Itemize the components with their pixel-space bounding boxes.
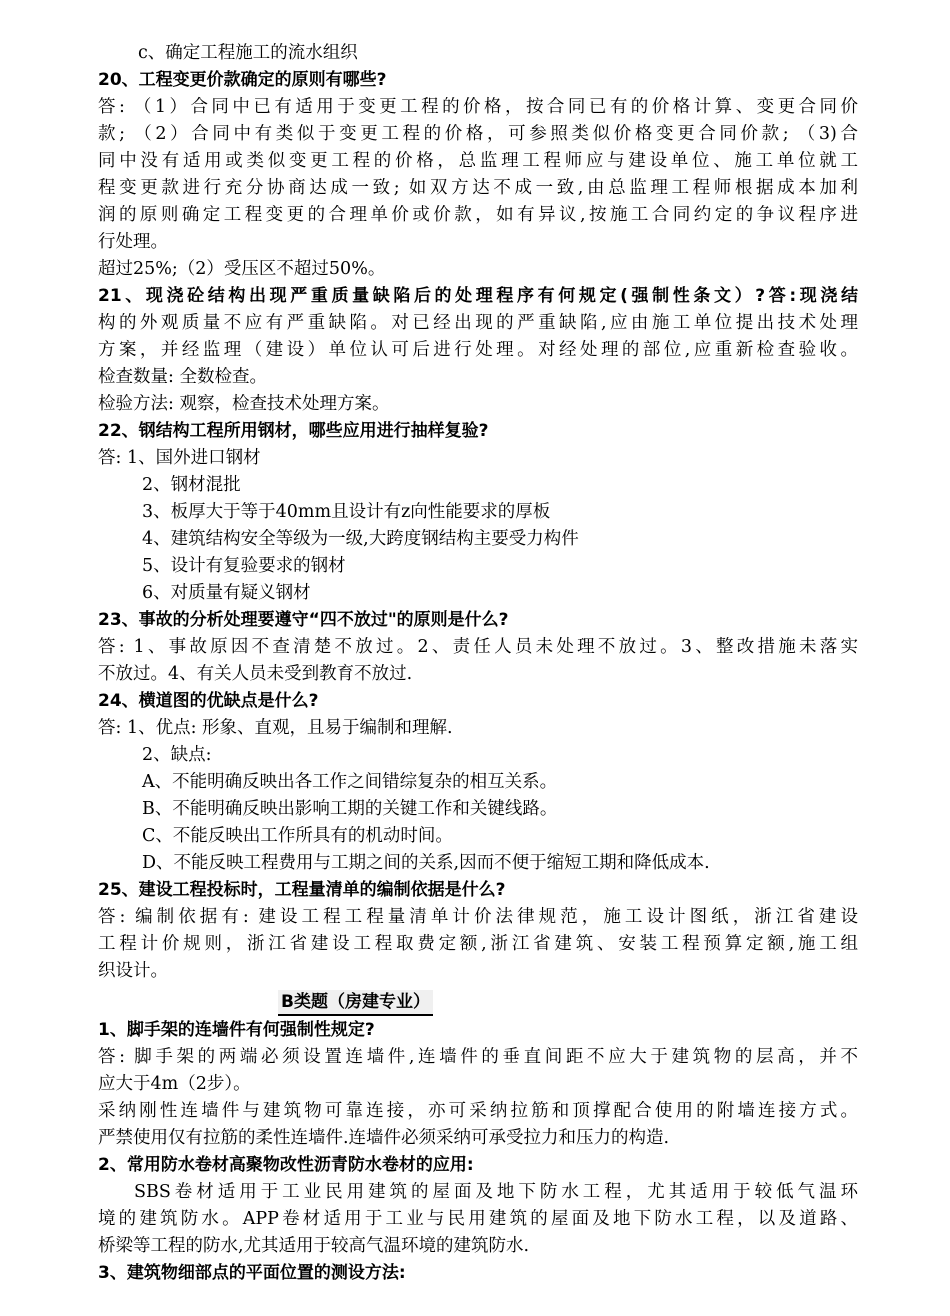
text-line: 3、板厚大于等于40mm且设计有z向性能要求的厚板 xyxy=(142,502,551,522)
question-heading: 2、常用防水卷材高聚物改性沥青防水卷材的应用: xyxy=(98,1155,474,1175)
section-title: B类题（房建专业） xyxy=(278,990,433,1016)
text-line: 款; （2）合同中有类似于变更工程的价格，可参照类似价格变更合同价款; （3)合 xyxy=(98,124,858,144)
question-heading: 25、建设工程投标时，工程量清单的编制依据是什么? xyxy=(98,880,506,900)
text-line: 2、钢材混批 xyxy=(142,475,241,495)
text-line: 答: 1、国外进口钢材 xyxy=(98,448,261,468)
text-line: 织设计。 xyxy=(98,961,168,981)
text-line: 构的外观质量不应有严重缺陷。对已经出现的严重缺陷,应由施工单位提出技术处理 xyxy=(98,313,858,333)
text-line: 答: 1、优点: 形象、直观，且易于编制和理解. xyxy=(98,718,453,738)
question-heading: 1、脚手架的连墙件有何强制性规定? xyxy=(98,1020,375,1040)
text-line: 答: 1、事故原因不查清楚不放过。2、责任人员未处理不放过。3、整改措施未落实 xyxy=(98,637,858,657)
text-line: D、不能反映工程费用与工期之间的关系,因而不便于缩短工期和降低成本. xyxy=(142,853,710,873)
text-line: 采纳刚性连墙件与建筑物可靠连接，亦可采纳拉筋和顶撑配合使用的附墙连接方式。 xyxy=(98,1101,858,1121)
text-line: 超过25%;（2）受压区不超过50%。 xyxy=(98,259,386,279)
text-line: 润的原则确定工程变更的合理单价或价款，如有异议,按施工合同约定的争议程序进 xyxy=(98,205,858,225)
text-line: 应大于4m（2步）。 xyxy=(98,1074,251,1094)
qa-section-a xyxy=(98,40,858,985)
text-line: 严禁使用仅有拉筋的柔性连墙件.连墙件必须采纳可承受拉力和压力的构造. xyxy=(98,1128,670,1148)
text-line: c、确定工程施工的流水组织 xyxy=(138,43,358,63)
text-line: 答: 脚手架的两端必须设置连墙件,连墙件的垂直间距不应大于建筑物的层高，并不 xyxy=(98,1047,858,1067)
text-line: 2、缺点: xyxy=(142,745,212,765)
text-line: 工程计价规则，浙江省建设工程取费定额,浙江省建筑、安装工程预算定额,施工组 xyxy=(98,934,858,954)
text-line: 不放过。4、有关人员未受到教育不放过. xyxy=(98,664,413,684)
text-line: 同中没有适用或类似变更工程的价格，总监理工程师应与建设单位、施工单位就工 xyxy=(98,151,858,171)
question-heading: 24、横道图的优缺点是什么? xyxy=(98,691,319,711)
text-line: 方案，并经监理（建设）单位认可后进行处理。对经处理的部位,应重新检查验收。 xyxy=(98,340,858,360)
text-line: 程变更款进行充分协商达成一致; 如双方达不成一致,由总监理工程师根据成本加利 xyxy=(98,178,858,198)
question-heading: 23、事故的分析处理要遵守“四不放过"的原则是什么? xyxy=(98,610,509,630)
text-line: C、不能反映出工作所具有的机动时间。 xyxy=(142,826,453,846)
text-line: B、不能明确反映出影响工期的关键工作和关键线路。 xyxy=(142,799,558,819)
text-line: 境的建筑防水。APP卷材适用于工业与民用建筑的屋面及地下防水工程，以及道路、 xyxy=(98,1209,858,1229)
question-heading: 3、建筑物细部点的平面位置的测设方法: xyxy=(98,1263,406,1283)
text-line: 检查数量: 全数检查。 xyxy=(98,367,267,387)
section-heading xyxy=(98,989,858,1016)
text-line: 6、对质量有疑义钢材 xyxy=(142,583,311,603)
question-heading: 22、钢结构工程所用钢材，哪些应用进行抽样复验? xyxy=(98,421,489,441)
text-line: 4、建筑结构安全等级为一级,大跨度钢结构主要受力构件 xyxy=(142,529,579,549)
text-line: 桥梁等工程的防水,尤其适用于较高气温环境的建筑防水. xyxy=(98,1236,530,1256)
text-line: A、不能明确反映出各工作之间错综复杂的相互关系。 xyxy=(142,772,558,792)
text-line: 检验方法: 观察，检查技术处理方案。 xyxy=(98,394,390,414)
question-heading: 21、现浇砼结构出现严重质量缺陷后的处理程序有何规定(强制性条文）?答:现浇结 xyxy=(98,286,858,306)
qa-section-b xyxy=(98,1017,858,1287)
text-line: SBS卷材适用于工业民用建筑的屋面及地下防水工程，尤其适用于较低气温环 xyxy=(134,1182,858,1202)
question-heading: 20、工程变更价款确定的原则有哪些? xyxy=(98,70,387,90)
text-line: 答: 编制依据有: 建设工程工程量清单计价法律规范，施工设计图纸，浙江省建设 xyxy=(98,907,858,927)
text-line: 行处理。 xyxy=(98,232,168,252)
text-line: 5、设计有复验要求的钢材 xyxy=(142,556,346,576)
text-line: 答: （1）合同中已有适用于变更工程的价格，按合同已有的价格计算、变更合同价 xyxy=(98,97,858,117)
